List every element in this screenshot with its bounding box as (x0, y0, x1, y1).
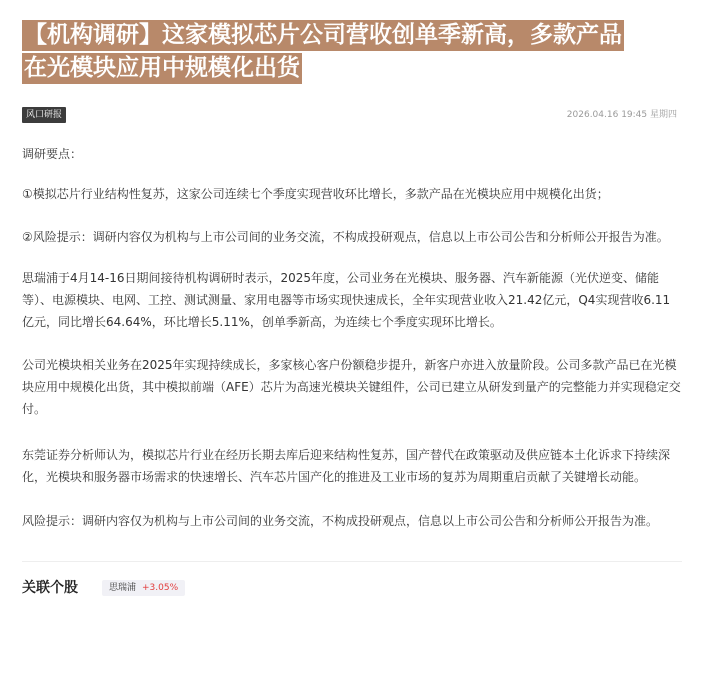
publish-datetime: 2026.04.16 19:45 星期四 (566, 110, 677, 120)
paragraph-key-point-2: ②风险提示：调研内容仅为机构与上市公司间的业务交流，不构成投研观点，信息以上市公司公告和分析师公开报告为准。 (22, 230, 669, 244)
related-stocks (22, 576, 422, 600)
paragraph-risk-notice: 风险提示：调研内容仅为机构与上市公司间的业务交流，不构成投研观点，信息以上市公司公告和分析师公开报告为准。 (22, 514, 659, 528)
source-tag[interactable]: 风口研报 (22, 107, 66, 123)
article-title-line-1: 【机构调研】这家模拟芯片公司营收创单季新高，多款产品 (22, 20, 624, 51)
section-divider (22, 561, 682, 562)
stock-name: 思瑞浦 (109, 583, 137, 593)
paragraph-body-1: 思瑞浦于4月14-16日期间接待机构调研时表示，2025年度，公司业务在光模块、服务器、汽车新能源（光伏逆变、储能等）、电源模块、电网、工控、测试测量、家用电器等市场实现快速成长，全年实现营业收入21.42亿元，Q4实现营收6.11亿元，同比增长64.64%，环比增长5.11%，创单季新高，为连续七个季度实现环比增长。 (22, 271, 671, 329)
paragraph-body-3: 东莞证券分析师认为，模拟芯片行业在经历长期去库后迎来结构性复苏，国产替代在政策驱动及供应链本土化诉求下持续深化，光模块和服务器市场需求的快速增长、汽车芯片国产化的推进及工业市场的复苏为周期重启贡献了关键增长动能。 (22, 448, 671, 484)
stock-change: +3.05% (142, 583, 179, 593)
paragraph-body-2: 公司光模块相关业务在2025年实现持续成长，多家核心客户份额稳步提升，新客户亦进入放量阶段。公司多款产品已在光模块应用中规模化出货，其中模拟前端（AFE）芯片为高速光模块关键组件，公司已建立从研发到量产的完整能力并实现稳定交付。 (22, 358, 681, 416)
article-title-line-2: 在光模块应用中规模化出货 (22, 53, 302, 84)
paragraph-key-points-heading: 调研要点： (22, 147, 83, 161)
article-title (22, 20, 684, 86)
paragraph-key-point-1: ①模拟芯片行业结构性复苏，这家公司连续七个季度实现营收环比增长，多款产品在光模块应用中规模化出货； (22, 187, 609, 201)
stock-chip[interactable] (102, 580, 185, 596)
article-meta (22, 107, 677, 123)
related-stocks-title: 关联个股 (22, 580, 78, 596)
